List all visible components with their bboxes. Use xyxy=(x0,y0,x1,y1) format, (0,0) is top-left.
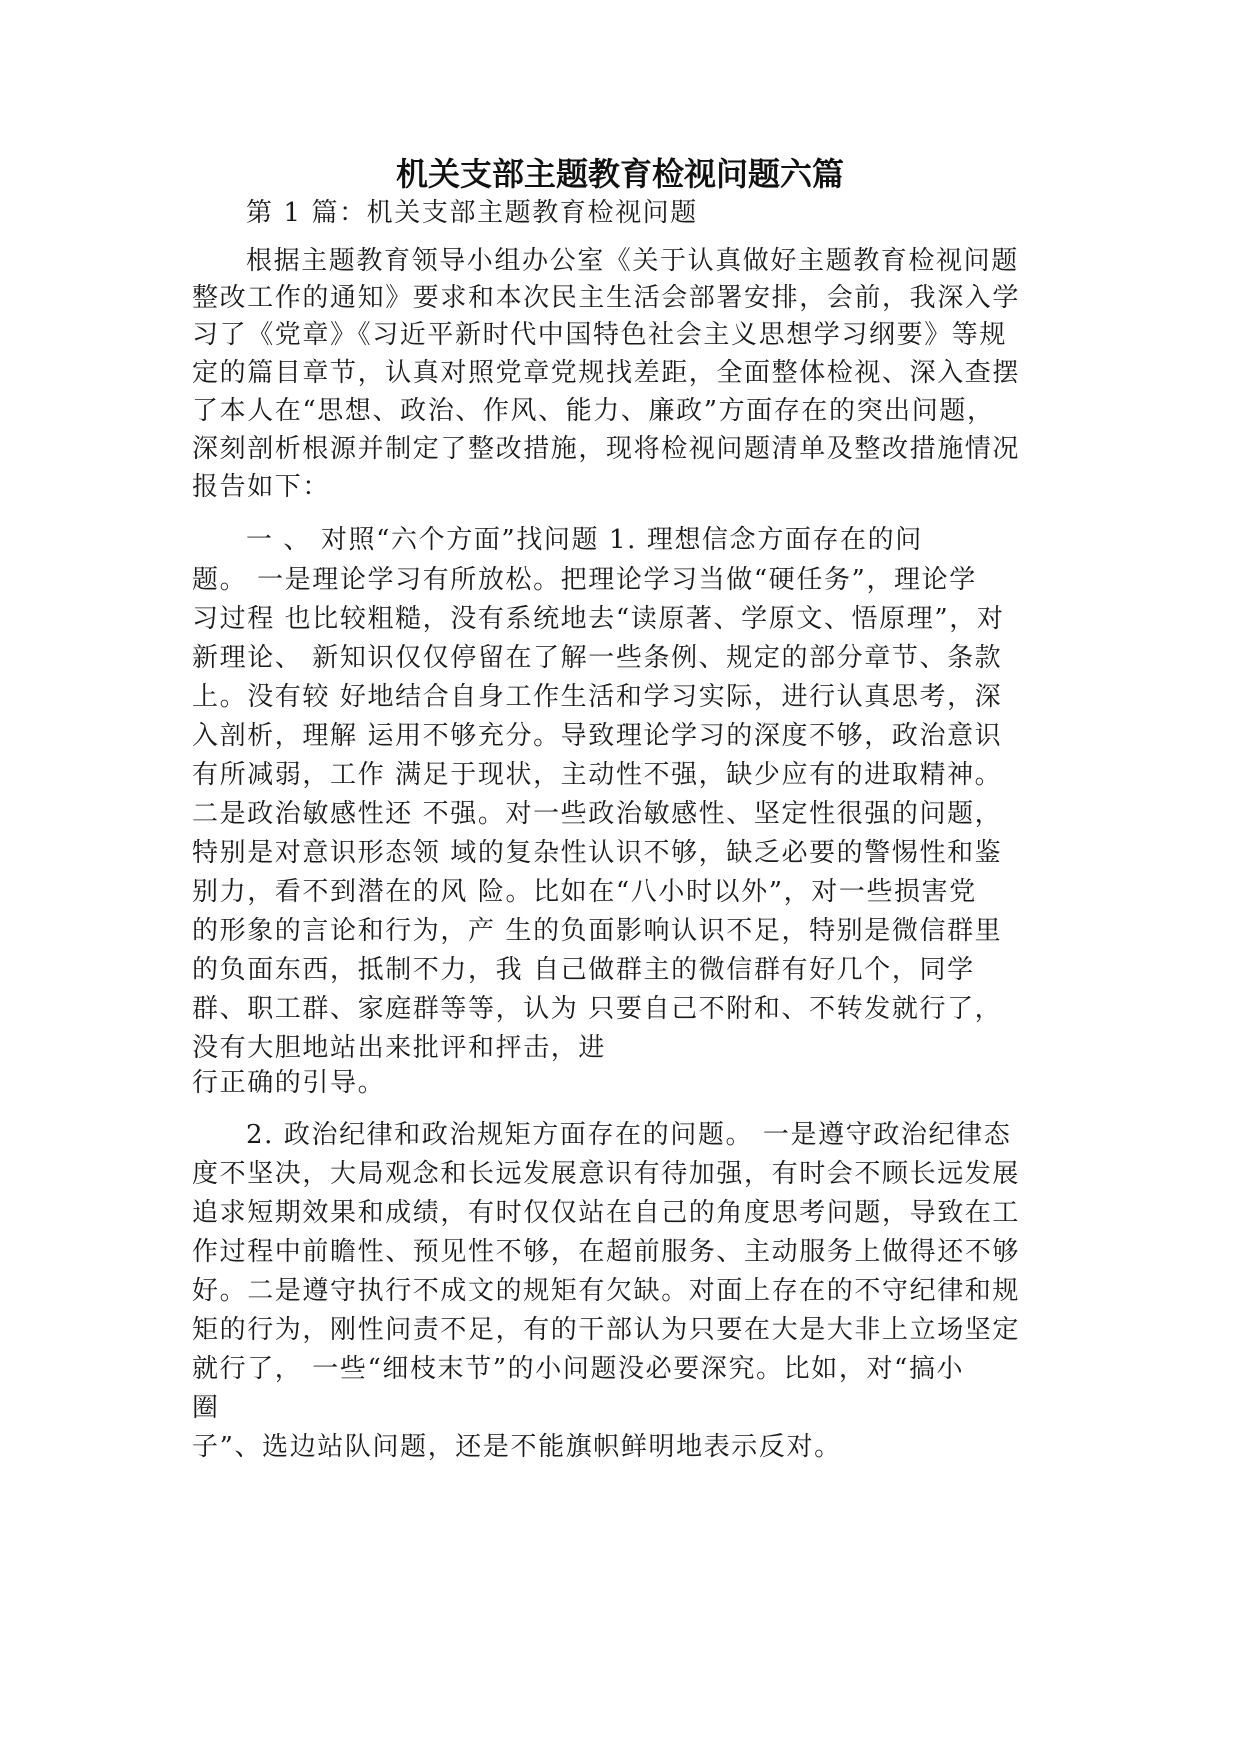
paragraph-line: 二是政治敏感性还 不强。对一些政治敏感性、坚定性很强的问题， xyxy=(192,799,1003,829)
paragraph-line: 追求短期效果和成绩，有时仅仅站在自己的角度思考问题，导致在工 xyxy=(192,1198,1021,1228)
paragraph-line: 行正确的引导。 xyxy=(192,1068,386,1098)
paragraph-line: 新理论、 新知识仅仅停留在了解一些条例、规定的部分章节、条款 xyxy=(192,643,1003,673)
paragraph-line: 圈 xyxy=(192,1393,220,1423)
paragraph-line: 有所减弱，工作 满足于现状，主动性不强，缺少应有的进取精神。 xyxy=(192,760,1003,790)
paragraph-line: 习过程 也比较粗糙，没有系统地去“读原著、学原文、悟原理”，对 xyxy=(192,604,1005,634)
paragraph-line: 特别是对意识形态领 域的复杂性认识不够，缺乏必要的警惕性和鉴 xyxy=(192,838,1003,868)
section-heading: 第 1 篇：机关支部主题教育检视问题 xyxy=(246,198,698,228)
paragraph-line: 没有大胆地站出来批评和抨击，进 xyxy=(192,1033,607,1063)
paragraph-line: 的形象的言论和行为，产 生的负面影响认识不足，特别是微信群里 xyxy=(192,916,1003,946)
paragraph-line: 2. 政治纪律和政治规矩方面存在的问题。 一是遵守政治纪律态 xyxy=(246,1120,1012,1150)
paragraph-line: 上。没有较 好地结合自身工作生活和学习实际，进行认真思考，深 xyxy=(192,682,1003,712)
paragraph-line: 一 、 对照“六个方面”找问题 1. 理想信念方面存在的问 xyxy=(246,525,923,555)
paragraph-line: 根据主题教育领导小组办公室《关于认真做好主题教育检视问题 xyxy=(246,246,1019,276)
paragraph-line: 群、职工群、家庭群等等，认为 只要自己不附和、不转发就行了， xyxy=(192,994,1003,1024)
paragraph-line: 好。二是遵守执行不成文的规矩有欠缺。对面上存在的不守纪律和规 xyxy=(192,1276,1021,1306)
paragraph-line: 整改工作的通知》要求和本次民主生活会部署安排，会前，我深入学 xyxy=(192,283,1021,313)
paragraph-line: 入剖析，理解 运用不够充分。导致理论学习的深度不够，政治意识 xyxy=(192,721,1003,751)
paragraph-line: 习了《党章》《习近平新时代中国特色社会主义思想学习纲要》等规 xyxy=(192,320,1008,350)
paragraph-line: 别力，看不到潜在的风 险。比如在“八小时以外”，对一些损害党 xyxy=(192,877,977,907)
paragraph-line: 定的篇目章节，认真对照党章党规找差距，全面整体检视、深入查摆 xyxy=(192,358,1021,388)
paragraph-line: 矩的行为，刚性问责不足，有的干部认为只要在大是大非上立场坚定 xyxy=(192,1315,1021,1345)
paragraph-line: 题。 一是理论学习有所放松。把理论学习当做“硬任务”，理论学 xyxy=(192,565,977,595)
paragraph-line: 子”、选边站队问题，还是不能旗帜鲜明地表示反对。 xyxy=(192,1432,842,1462)
paragraph-line: 作过程中前瞻性、预见性不够，在超前服务、主动服务上做得还不够 xyxy=(192,1237,1021,1267)
paragraph-line: 报告如下： xyxy=(192,472,331,502)
paragraph-line: 了本人在“思想、政治、作风、能力、廉政”方面存在的突出问题， xyxy=(192,396,995,426)
paragraph-line: 度不坚决，大局观念和长远发展意识有待加强，有时会不顾长远发展 xyxy=(192,1159,1021,1189)
paragraph-line: 的负面东西，抵制不力，我 自己做群主的微信群有好几个，同学 xyxy=(192,955,975,985)
paragraph-line: 深刻剖析根源并制定了整改措施，现将检视问题清单及整改措施情况 xyxy=(192,434,1021,464)
paragraph-line: 就行了， 一些“细枝末节”的小问题没必要深究。比如，对“搞小 xyxy=(192,1354,965,1384)
document-title: 机关支部主题教育检视问题六篇 xyxy=(395,155,844,193)
